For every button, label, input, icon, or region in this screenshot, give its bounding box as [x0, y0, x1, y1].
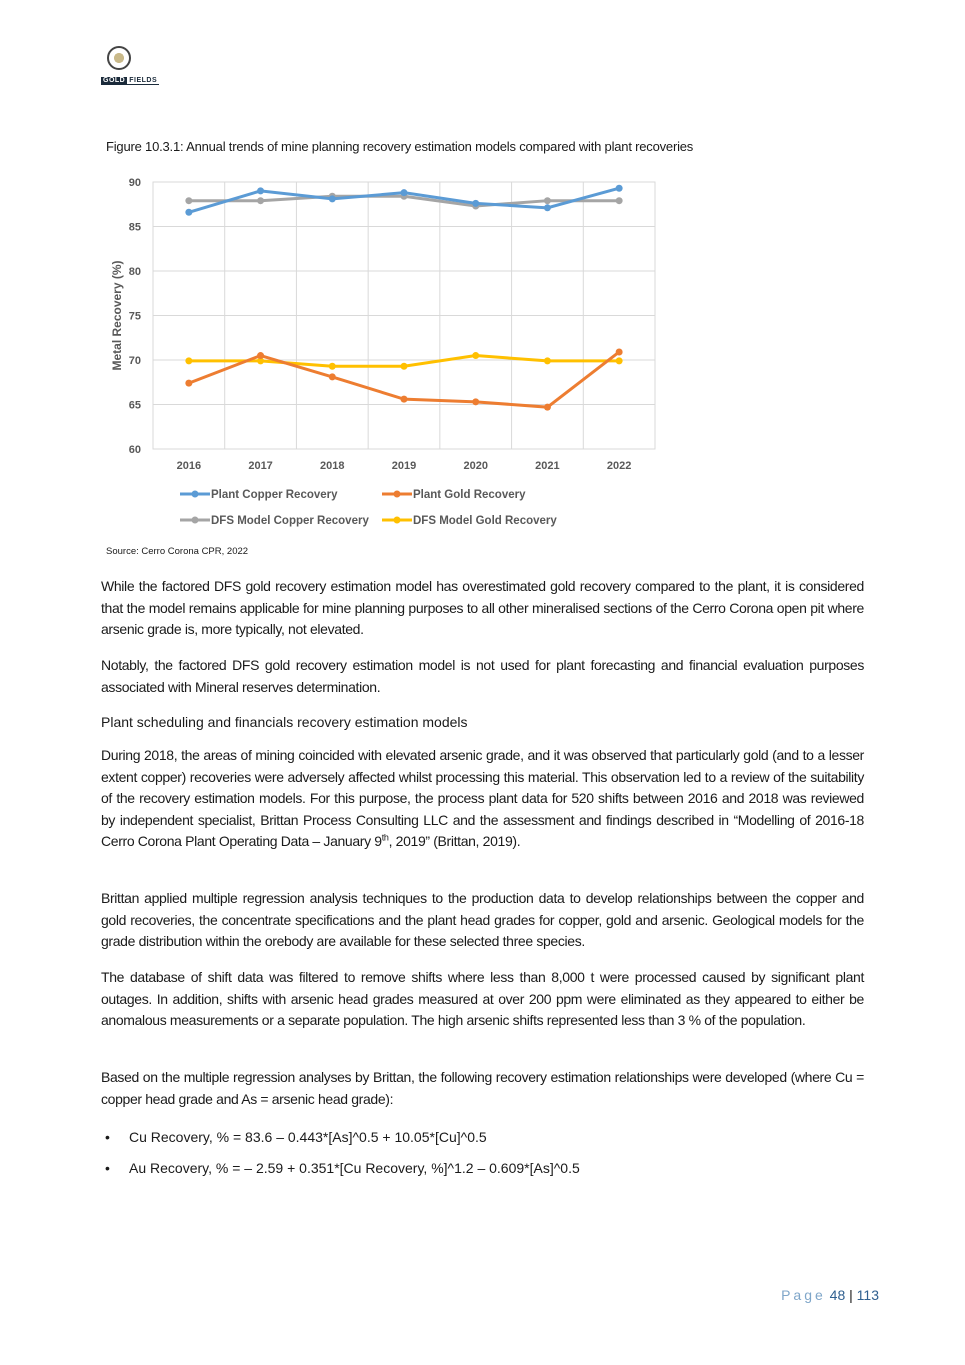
- logo-seal-icon: [107, 46, 131, 70]
- data-point: [329, 363, 336, 370]
- list-item: • Cu Recovery, % = 83.6 – 0.443*[As]^0.5 + 10.05*[Cu]^0.5: [101, 1127, 580, 1158]
- y-tick-label: 60: [128, 444, 141, 456]
- legend-marker: [394, 517, 401, 524]
- legend-entry: [180, 515, 369, 527]
- legend-marker: [192, 491, 199, 498]
- legend-marker: [394, 491, 401, 498]
- data-point: [257, 187, 264, 194]
- total-pages: 113: [856, 1287, 879, 1303]
- data-point: [544, 357, 551, 364]
- x-tick-label: 2019: [391, 460, 417, 472]
- data-point: [401, 396, 408, 403]
- y-tick-label: 85: [128, 221, 141, 234]
- data-point: [544, 204, 551, 211]
- data-point: [472, 398, 479, 405]
- gold-fields-logo: [101, 46, 169, 90]
- x-tick-label: 2022: [606, 460, 632, 472]
- paragraph: Notably, the factored DFS gold recovery estimation model is not used for plant forecasting and financial evaluation purposes associated with Mineral reserves determination.: [101, 657, 864, 695]
- equation-list: [101, 1127, 580, 1189]
- data-point: [185, 380, 192, 387]
- y-tick-label: 70: [128, 355, 141, 367]
- list-item: • Au Recovery, % = – 2.59 + 0.351*[Cu Recovery, %]^1.2 – 0.609*[As]^0.5: [101, 1158, 580, 1189]
- legend-label: DFS Model Gold Recovery: [413, 515, 557, 527]
- logo-text-fields: FIELDS: [129, 77, 158, 84]
- x-tick-label: 2016: [176, 460, 202, 472]
- figure-source: Source: Cerro Corona CPR, 2022: [106, 546, 249, 557]
- x-tick-label: 2018: [320, 460, 345, 472]
- logo-text-gold: GOLD: [103, 77, 126, 84]
- data-point: [616, 348, 623, 355]
- legend-entry: [180, 489, 338, 501]
- paragraph-text: , 2019” (Brittan, 2019).: [388, 833, 521, 849]
- y-tick-label: 80: [128, 266, 141, 278]
- x-tick-label: 2021: [535, 460, 560, 472]
- data-point: [257, 197, 264, 204]
- data-point: [257, 352, 264, 359]
- recovery-line-chart: [100, 170, 670, 540]
- data-point: [544, 197, 551, 204]
- x-tick-label: 2020: [463, 460, 488, 472]
- data-point: [472, 200, 479, 207]
- paragraph: While the factored DFS gold recovery estimation model has overestimated gold recovery compared to the plant, it is considered that the model remains applicable for mine planning purposes to all other mineralised sections of the Cerro Corona open pit where arsenic grade is, more typically, not elevated.: [101, 578, 864, 637]
- data-point: [185, 209, 192, 216]
- current-page: 48: [829, 1287, 846, 1303]
- paragraph: Based on the multiple regression analyses by Brittan, the following recovery estimation relationships were developed (where Cu = copper head grade and As = arsenic head grade):: [101, 1069, 864, 1107]
- legend-label: Plant Copper Recovery: [211, 489, 338, 501]
- superscript: th: [381, 832, 389, 843]
- data-point: [616, 185, 623, 192]
- data-point: [401, 189, 408, 196]
- data-point: [401, 363, 408, 370]
- y-tick-label: 75: [128, 310, 141, 323]
- legend-entry: [382, 489, 526, 501]
- figure-caption: Figure 10.3.1: Annual trends of mine planning recovery estimation models compared with plant recoveries: [106, 139, 694, 154]
- data-point: [329, 373, 336, 380]
- data-point: [544, 404, 551, 411]
- x-tick-label: 2017: [248, 460, 273, 472]
- paragraph: The database of shift data was filtered to remove shifts where less than 8,000 t were processed caused by significant plant outages. In addition, shifts with arsenic head grades measured at over 200 ppm were eliminated as they appeared to either be anomalous measurements or a separate population. The high arsenic shifts represented less than 3 % of the population.: [101, 969, 864, 1028]
- legend-label: Plant Gold Recovery: [413, 489, 526, 501]
- y-tick-label: 65: [128, 399, 141, 412]
- legend-marker: [192, 517, 199, 524]
- data-point: [185, 197, 192, 204]
- paragraph: Brittan applied multiple regression analysis techniques to the production data to develop relationships between the copper and gold recoveries, the concentrate specifications and the plant head grades for copper, gold and arsenic. Geological models for the grade distribution within the orebody are available for these selected three species.: [101, 890, 864, 949]
- data-point: [616, 357, 623, 364]
- data-point: [616, 197, 623, 204]
- legend-entry: [382, 515, 557, 527]
- page-separator: |: [849, 1287, 853, 1303]
- page-number: [781, 1287, 879, 1303]
- page-label: Page: [781, 1287, 826, 1303]
- legend-label: DFS Model Copper Recovery: [211, 515, 369, 527]
- section-heading: Plant scheduling and financials recovery estimation models: [101, 714, 468, 730]
- data-point: [472, 352, 479, 359]
- paragraph: [101, 745, 864, 853]
- data-point: [329, 195, 336, 202]
- y-tick-label: 90: [128, 177, 141, 189]
- data-point: [185, 357, 192, 364]
- paragraph-text: During 2018, the areas of mining coincided with elevated arsenic grade, and it was observed that particularly gold (and to a lesser extent copper) recoveries were adversely affected whilst processing this material. This observation led to a review of the suitability of the recovery estimation models. For this purpose, the process plant data for 520 shifts between 2016 and 2018 was reviewed by independent specialist, Brittan Process Consulting LLC and the assessment and findings described in “Modelling of 2016-18 Cerro Corona Plant Operating Data – January 9: [101, 747, 864, 849]
- y-axis-label: Metal Recovery (%): [110, 260, 124, 371]
